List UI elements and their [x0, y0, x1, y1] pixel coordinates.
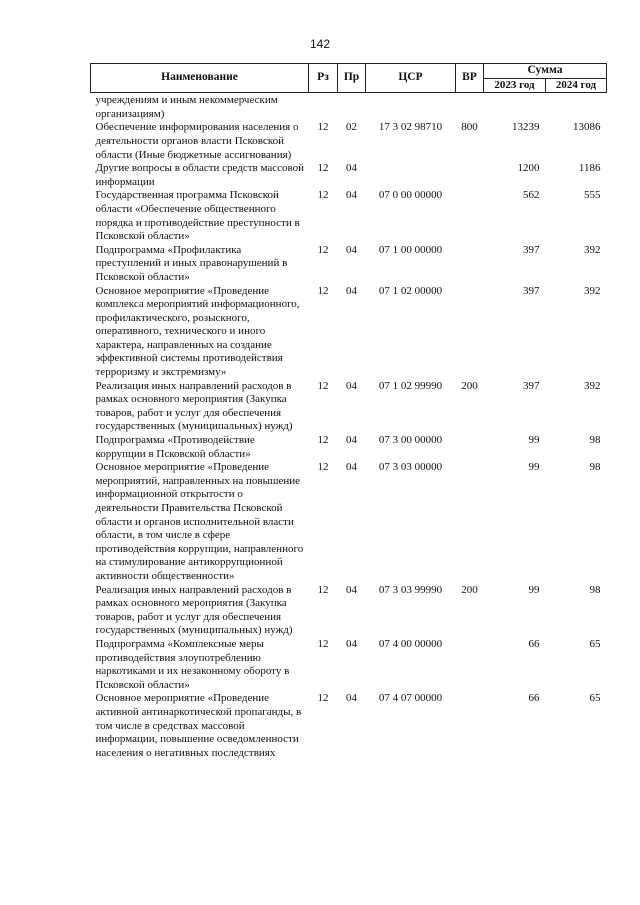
cell-vr: 200	[461, 583, 478, 596]
cell-rz: 12	[317, 243, 329, 256]
cell-csr: 07 4 00 00000	[378, 637, 443, 650]
cell-csr: 07 1 02 00000	[378, 284, 443, 297]
table-header	[91, 64, 607, 93]
cell-pr: 04	[346, 583, 357, 596]
cell-vr	[456, 244, 484, 285]
header-csr: ЦСР	[366, 64, 456, 93]
cell-csr: 07 0 00 00000	[378, 189, 443, 202]
cell-csr: 07 3 03 00000	[378, 461, 443, 474]
cell-name: Реализация иных направлений расходов в рамках основного мероприятия (Закупка товаров, работ и услуг для обеспечения государственных (муниципальных) нужд)	[95, 379, 293, 433]
cell-csr: 07 3 00 00000	[378, 434, 443, 447]
cell-2024	[546, 93, 607, 122]
cell-name: Обеспечение информирования населения о деятельности органов власти Псковской области (Иные бюджетные ассигнования)	[95, 121, 299, 161]
cell-csr: 07 4 07 00000	[378, 692, 443, 705]
cell-2024: 65	[589, 637, 601, 650]
cell-vr	[456, 162, 484, 189]
cell-rz: 12	[317, 121, 329, 134]
budget-table	[90, 63, 607, 760]
cell-2024: 555	[584, 189, 601, 202]
cell-pr: 04	[346, 637, 357, 650]
cell-2023: 66	[528, 692, 540, 705]
cell-vr	[456, 638, 484, 692]
cell-rz: 12	[317, 162, 329, 175]
cell-2024: 392	[584, 243, 601, 256]
cell-vr	[456, 189, 484, 243]
header-year-2023: 2023 год	[484, 78, 546, 93]
page-number: 142	[309, 37, 331, 51]
cell-name: Реализация иных направлений расходов в рамках основного мероприятия (Закупка товаров, работ и услуг для обеспечения государственных (муниципальных) нужд)	[95, 583, 293, 637]
header-rz: Рз	[309, 64, 338, 93]
cell-2023: 397	[523, 243, 540, 256]
cell-pr	[338, 93, 366, 122]
table-row	[91, 121, 607, 162]
cell-pr: 04	[346, 162, 357, 175]
cell-pr: 04	[346, 434, 357, 447]
cell-vr	[456, 285, 484, 380]
cell-2024: 13086	[573, 121, 601, 134]
cell-csr	[366, 162, 456, 189]
cell-name: Подпрограмма «Профилактика преступлений и иных правонарушений в Псковской области»	[95, 243, 288, 283]
cell-vr: 800	[461, 121, 478, 134]
cell-2024: 392	[584, 379, 601, 392]
cell-rz	[309, 93, 338, 122]
cell-rz: 12	[317, 189, 329, 202]
cell-2024: 1186	[578, 162, 601, 175]
header-pr: Пр	[338, 64, 366, 93]
table-row	[91, 244, 607, 285]
cell-csr: 17 3 02 98710	[378, 121, 443, 134]
cell-rz: 12	[317, 461, 329, 474]
table-row	[91, 434, 607, 461]
table-row	[91, 380, 607, 434]
table-row	[91, 162, 607, 189]
cell-name: учреждениям и иным некоммерческим организациям)	[95, 94, 278, 120]
cell-vr	[456, 93, 484, 122]
cell-pr: 04	[346, 284, 357, 297]
cell-2023: 99	[528, 434, 540, 447]
header-sum: Сумма	[484, 64, 607, 79]
cell-csr	[366, 93, 456, 122]
cell-2023: 1200	[517, 162, 540, 175]
cell-vr	[456, 461, 484, 583]
table-row	[91, 584, 607, 638]
cell-2023	[484, 93, 546, 122]
cell-2024: 65	[589, 692, 601, 705]
cell-rz: 12	[317, 637, 329, 650]
table-row	[91, 692, 607, 760]
cell-pr: 04	[346, 243, 357, 256]
cell-pr: 04	[346, 692, 357, 705]
cell-name: Другие вопросы в области средств массовой информации	[95, 162, 305, 188]
cell-rz: 12	[317, 379, 329, 392]
cell-csr: 07 1 02 99990	[378, 379, 443, 392]
cell-vr: 200	[461, 379, 478, 392]
table-row	[91, 638, 607, 692]
table-row	[91, 93, 607, 122]
cell-2024: 392	[584, 284, 601, 297]
cell-pr: 02	[346, 121, 357, 134]
cell-2023: 99	[528, 461, 540, 474]
cell-name: Основное мероприятие «Проведение мероприятий, направленных на повышение информационной открытости о деятельности Правительства Псковской области и органов исполнительной власти области, в том числе в сфере противодействия коррупции, направленного на стимулирование антикоррупционной активности общественности»	[95, 461, 304, 582]
table-row	[91, 189, 607, 243]
table-body	[91, 93, 607, 761]
cell-2023: 562	[523, 189, 540, 202]
cell-2023: 13239	[512, 121, 540, 134]
cell-name: Подпрограмма «Противодействие коррупции в Псковской области»	[95, 434, 255, 460]
cell-vr	[456, 692, 484, 760]
cell-pr: 04	[346, 379, 357, 392]
table-row	[91, 285, 607, 380]
cell-2023: 397	[523, 284, 540, 297]
cell-2024: 98	[589, 434, 601, 447]
table-row	[91, 461, 607, 583]
header-year-2024: 2024 год	[546, 78, 607, 93]
header-name: Наименование	[91, 64, 309, 93]
cell-name: Подпрограмма «Комплексные меры противодействия злоупотреблению наркотиками и их незаконному обороту в Псковской области»	[95, 637, 290, 691]
cell-csr: 07 3 03 99990	[378, 583, 443, 596]
cell-csr: 07 1 00 00000	[378, 243, 443, 256]
cell-rz: 12	[317, 434, 329, 447]
cell-2023: 66	[528, 637, 540, 650]
cell-2024: 98	[589, 461, 601, 474]
cell-name: Государственная программа Псковской области «Обеспечение общественного порядка и противодействие преступности в Псковской области»	[95, 189, 300, 243]
cell-name: Основное мероприятие «Проведение комплекса мероприятий информационного, профилактического, розыскного, оперативного, технического и иного характера, направленных на создание эффективной системы противодействия терроризму и экстремизму»	[95, 284, 300, 379]
cell-2023: 99	[528, 583, 540, 596]
cell-2024: 98	[589, 583, 601, 596]
cell-rz: 12	[317, 583, 329, 596]
cell-name: Основное мероприятие «Проведение активной антинаркотической пропаганды, в том числе в средствах массовой информации, повышение осведомленности населения о негативных последствиях	[95, 692, 302, 759]
cell-rz: 12	[317, 284, 329, 297]
cell-vr	[456, 434, 484, 461]
cell-rz: 12	[317, 692, 329, 705]
cell-2023: 397	[523, 379, 540, 392]
cell-pr: 04	[346, 189, 357, 202]
cell-pr: 04	[346, 461, 357, 474]
header-vr: ВР	[456, 64, 484, 93]
